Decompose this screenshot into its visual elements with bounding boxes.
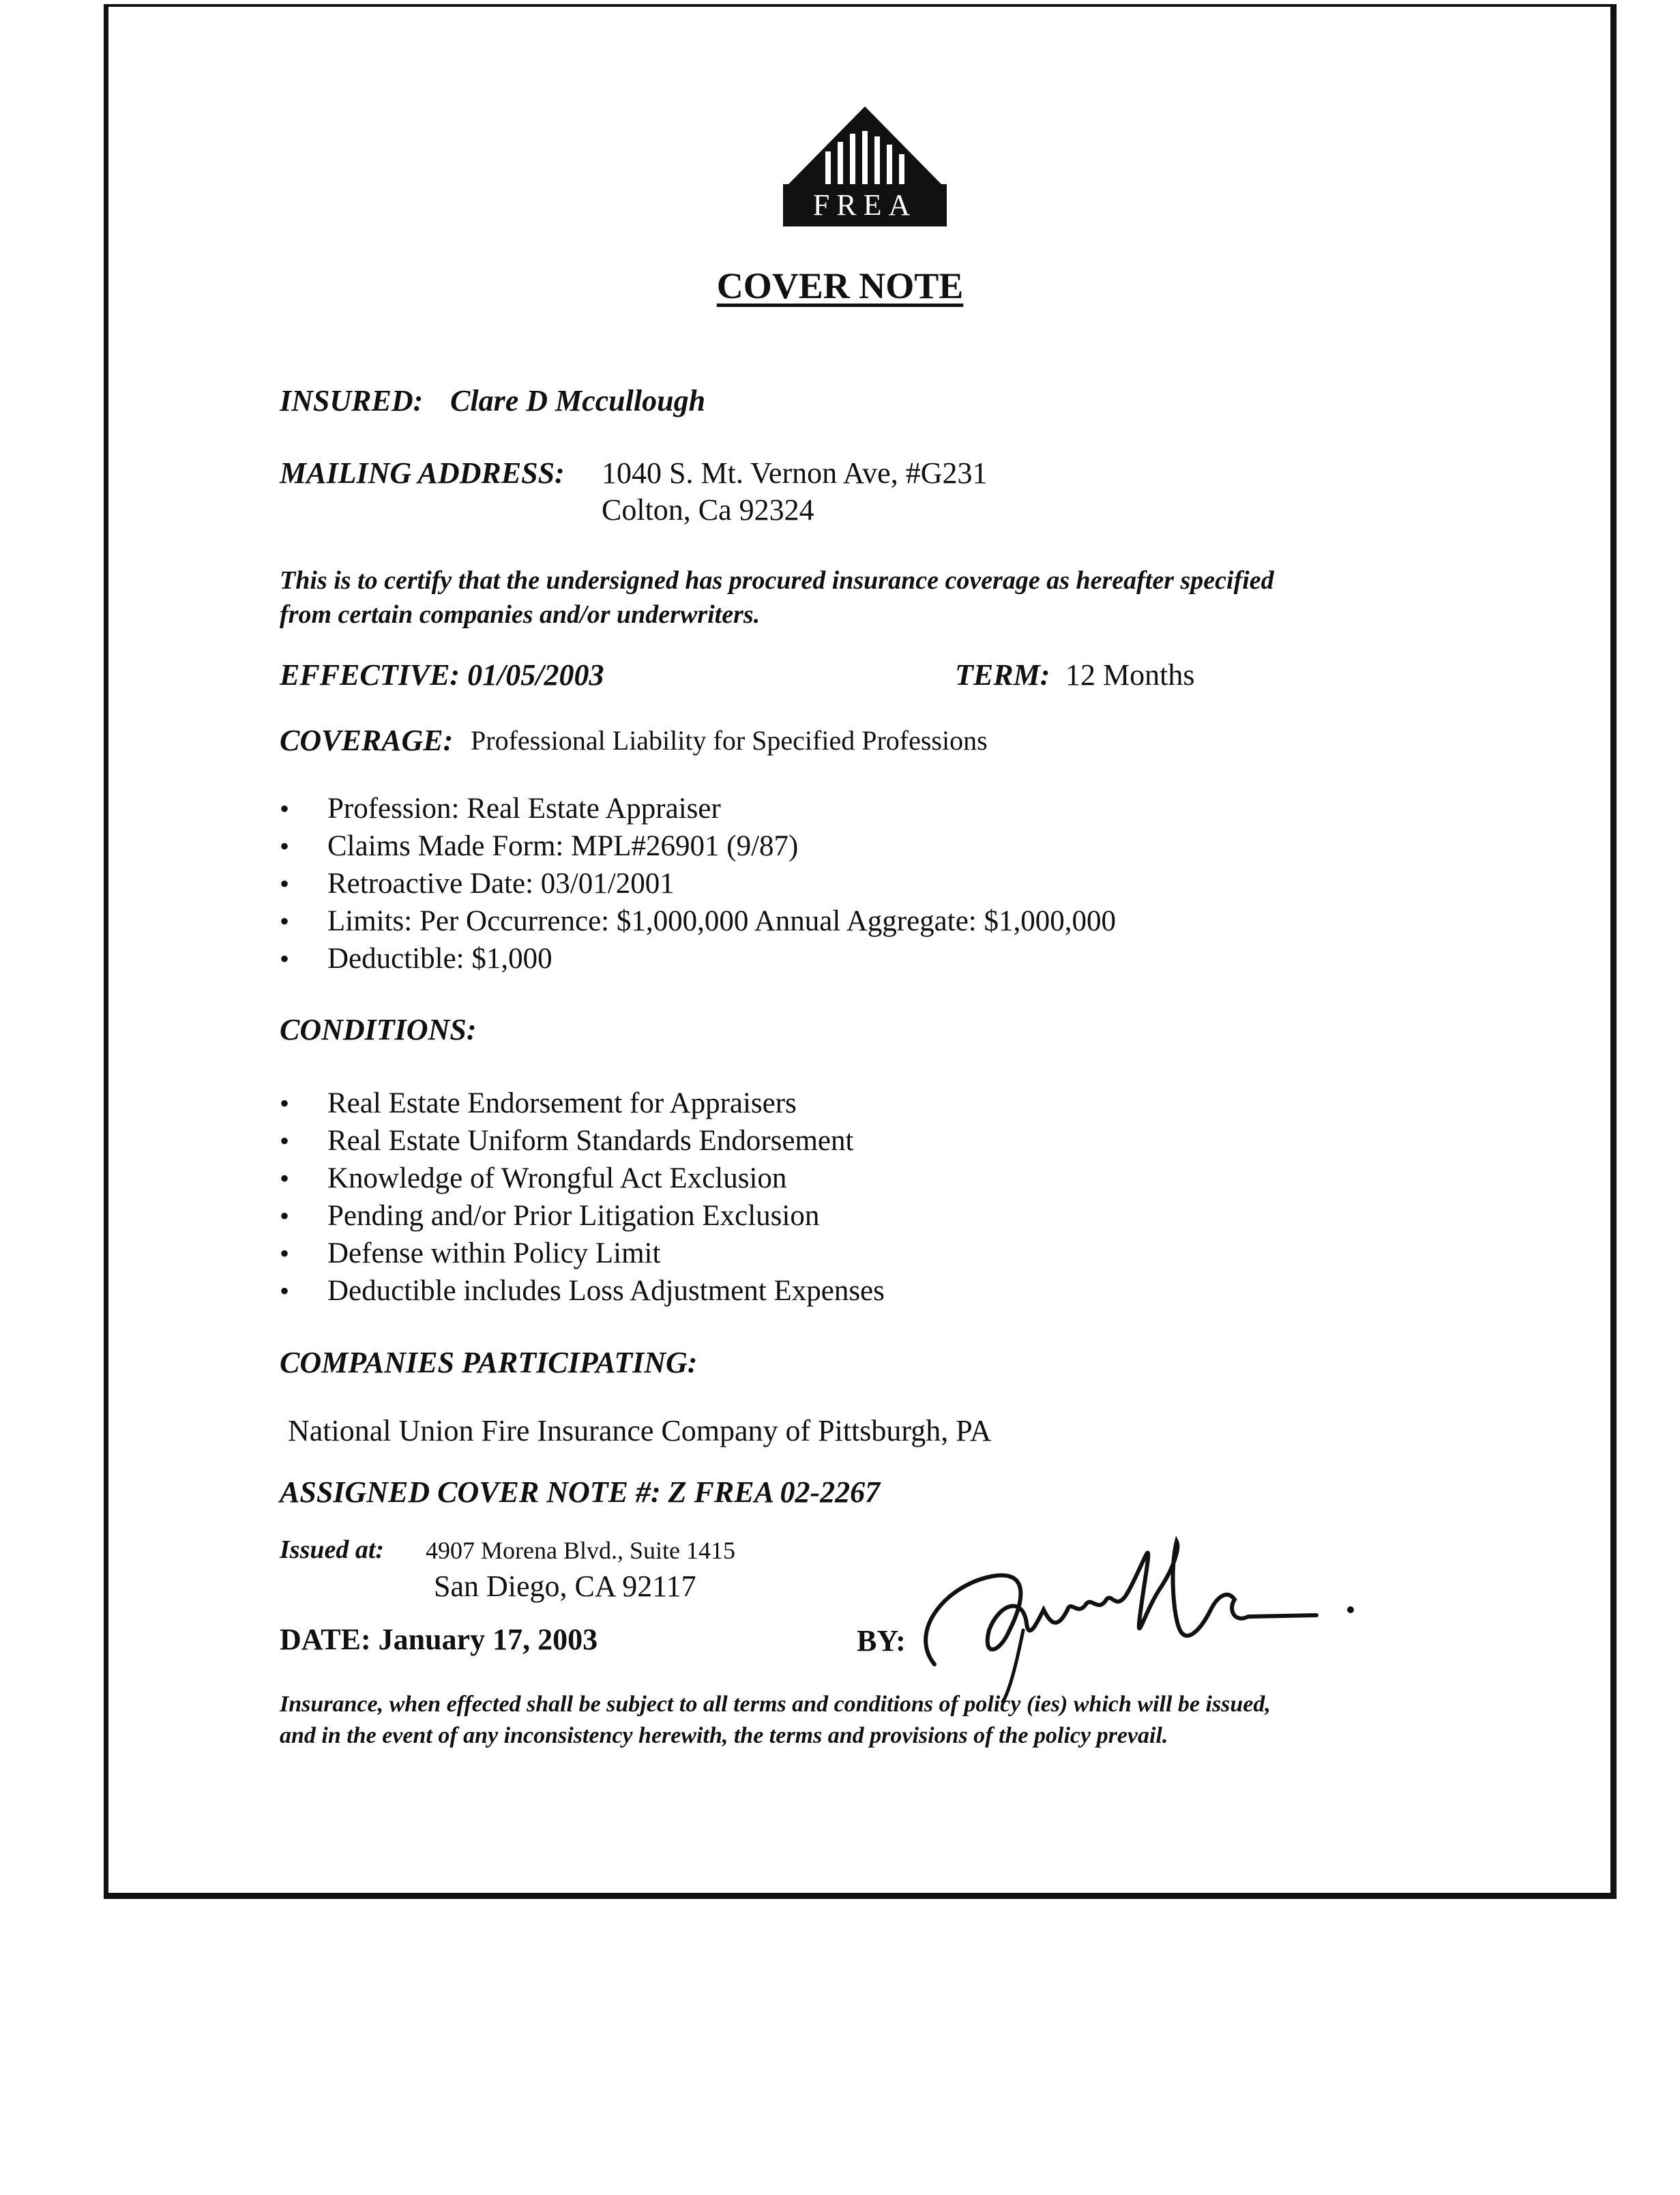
list-item: • Knowledge of Wrongful Act Exclusion — [280, 1160, 885, 1197]
conditions-list — [280, 1085, 885, 1310]
term-value: 12 Months — [1065, 658, 1195, 692]
list-item: • Claims Made Form: MPL#26901 (9/87) — [280, 827, 1116, 865]
conditions-label: CONDITIONS: — [280, 1013, 477, 1046]
frea-logo — [783, 104, 947, 226]
list-item: • Deductible includes Loss Adjustment Expenses — [280, 1272, 885, 1310]
term-label: TERM: — [955, 658, 1050, 692]
issued-at-label: Issued at: — [280, 1535, 385, 1564]
list-item: • Real Estate Uniform Standards Endorsement — [280, 1122, 885, 1160]
page-title: COVER NOTE — [716, 265, 964, 306]
coverage-value: Professional Liability for Specified Professions — [471, 725, 988, 756]
footer-line2: and in the event of any inconsistency herewith, the terms and provisions of the policy prevail. — [280, 1723, 1168, 1748]
mailing-address-line2: Colton, Ca 92324 — [602, 493, 814, 527]
issue-date: DATE: January 17, 2003 — [280, 1623, 598, 1656]
footer-line1: Insurance, when effected shall be subject to all terms and conditions of policy (ies) which will be issued, — [280, 1692, 1271, 1717]
signature — [907, 1528, 1398, 1705]
coverage-label: COVERAGE: — [280, 724, 454, 757]
certify-line2: from certain companies and/or underwriters. — [280, 600, 761, 629]
list-item: • Defense within Policy Limit — [280, 1235, 885, 1272]
list-item: • Limits: Per Occurrence: $1,000,000 Annual Aggregate: $1,000,000 — [280, 902, 1116, 940]
mailing-address-line1: 1040 S. Mt. Vernon Ave, #G231 — [602, 456, 988, 490]
companies-label: COMPANIES PARTICIPATING: — [280, 1346, 698, 1379]
building-skyline-icon — [783, 104, 947, 192]
certify-line1: This is to certify that the undersigned has procured insurance coverage as hereafter specified — [280, 566, 1274, 595]
logo-text: FREA — [783, 184, 947, 226]
list-item: • Pending and/or Prior Litigation Exclusion — [280, 1197, 885, 1235]
coverage-list — [280, 790, 1116, 977]
list-item: • Profession: Real Estate Appraiser — [280, 790, 1116, 827]
mailing-address-label: MAILING ADDRESS: — [280, 456, 565, 490]
list-item: • Deductible: $1,000 — [280, 940, 1116, 977]
insured-label: INSURED: — [280, 384, 424, 417]
insured-name: Clare D Mccullough — [450, 384, 706, 417]
by-label: BY: — [857, 1624, 906, 1658]
companies-value: National Union Fire Insurance Company of Pittsburgh, PA — [288, 1414, 992, 1447]
issued-at-line2: San Diego, CA 92117 — [434, 1570, 696, 1603]
list-item: • Retroactive Date: 03/01/2001 — [280, 865, 1116, 902]
assigned-cover-note: ASSIGNED COVER NOTE #: Z FREA 02-2267 — [280, 1475, 881, 1509]
list-item: • Real Estate Endorsement for Appraisers — [280, 1085, 885, 1122]
effective-date: EFFECTIVE: 01/05/2003 — [280, 658, 604, 692]
issued-at-line1: 4907 Morena Blvd., Suite 1415 — [426, 1537, 735, 1564]
